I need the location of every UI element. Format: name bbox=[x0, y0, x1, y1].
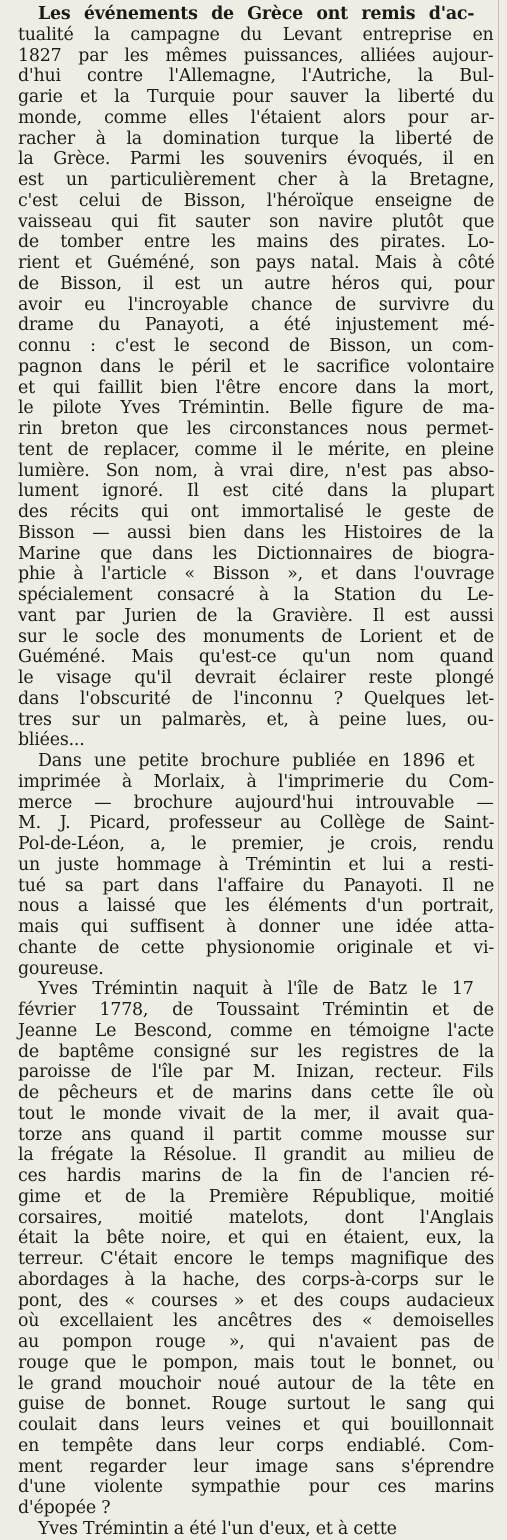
paragraph-4 bbox=[18, 1519, 494, 1540]
text-line: d'une violente sympathie pour ces marins bbox=[18, 1477, 495, 1498]
text-line: est un particulièrement cher à la Bretagne, bbox=[18, 170, 495, 190]
text-line: torze ans quand il partit comme mousse sur bbox=[18, 1124, 494, 1145]
text-line: de pêcheurs et de marins dans cette île où bbox=[18, 1083, 494, 1103]
text-line: un juste hommage à Trémintin et lui a resti- bbox=[18, 854, 494, 875]
text-line: c'est celui de Bisson, l'héroïque enseigne de bbox=[18, 190, 495, 211]
paragraph-1 bbox=[18, 4, 494, 751]
text-line: le visage qu'il devrait éclairer reste plongé bbox=[18, 668, 494, 688]
text-line: sur le socle des monuments de Lorient et de bbox=[18, 626, 495, 647]
text-line: avoir eu l'incroyable chance de survivre du bbox=[18, 294, 494, 315]
text-line: la Grèce. Parmi les souvenirs évoqués, il en bbox=[18, 149, 495, 170]
paragraph-2 bbox=[18, 751, 494, 979]
text-line: le grand mouchoir noué autour de la tête en bbox=[18, 1373, 495, 1394]
text-line: Bisson — aussi bien dans les Histoires de la bbox=[18, 522, 494, 543]
text-line: de baptême consigné sur les registres de la bbox=[18, 1041, 495, 1062]
text-line: Dans une petite brochure publiée en 1896 et bbox=[38, 751, 475, 771]
text-line: d'hui contre l'Allemagne, l'Autriche, la Bul- bbox=[18, 66, 494, 87]
text-line: la frégate la Résolue. Il grandit au milieu de bbox=[18, 1145, 494, 1166]
text-line: gime et de la Première République, moitié bbox=[18, 1186, 494, 1207]
text-line: rient et Guéméné, son pays natal. Mais à côté bbox=[18, 253, 495, 273]
text-line: le pilote Yves Trémintin. Belle figure de ma- bbox=[18, 398, 495, 419]
text-line: pont, des « courses » et des coups audacieux bbox=[18, 1290, 495, 1311]
text-line: de tomber entre les mains des pirates. Lo- bbox=[18, 232, 495, 253]
text-line: Yves Trémintin a été l'un d'eux, et à cette bbox=[38, 1518, 397, 1539]
text-line: lument ignoré. Il est cité dans la plupart bbox=[18, 481, 494, 502]
text-line: ment regarder leur image sans s'éprendre bbox=[18, 1456, 495, 1477]
text-line: abordages à la hache, des corps-à-corps sur le bbox=[18, 1269, 495, 1290]
text-line: Jeanne Le Bescond, comme en témoigne l'acte bbox=[18, 1020, 494, 1041]
text-line: terreur. C'était encore le temps magnifique des bbox=[18, 1249, 495, 1269]
text-line: coulait dans leurs veines et qui bouillonnait bbox=[18, 1415, 494, 1435]
text-line: tout le monde vivait de la mer, il avait qua- bbox=[18, 1103, 494, 1124]
text-line: et qui faillit bien l'être encore dans la mort, bbox=[18, 377, 495, 398]
text-line: dans l'obscurité de l'inconnu ? Quelques let- bbox=[18, 688, 495, 709]
text-line: tualité la campagne du Levant entreprise en bbox=[18, 24, 494, 45]
text-line: de Bisson, il est un autre héros qui, pour bbox=[18, 273, 495, 294]
text-line: merce — brochure aujourd'hui introuvable — bbox=[18, 792, 494, 813]
text-line: corsaires, moitié matelots, dont l'Anglais bbox=[18, 1207, 494, 1228]
text-line: drame du Panayoti, a été injustement mé- bbox=[18, 315, 495, 336]
text-line: était la bête noire, et qui en étaient, eux, la bbox=[18, 1228, 495, 1249]
text-line: ces hardis marins de la fin de l'ancien ré- bbox=[18, 1166, 495, 1186]
text-line: paroisse de l'île par M. Inizan, recteur. Fils bbox=[18, 1062, 494, 1083]
text-line: chante de cette physionomie originale et vi- bbox=[18, 937, 495, 958]
text-line: tent de replacer, comme il le mérite, en pleine bbox=[18, 439, 494, 460]
text-line: Les événements de Grèce ont remis d'ac- bbox=[38, 4, 475, 24]
text-line: vaisseau qui fit sauter son navire plutôt que bbox=[18, 211, 495, 232]
text-line: en tempête dans leur corps endiablé. Com- bbox=[18, 1435, 494, 1456]
text-line: Pol-de-Léon, a, le premier, je crois, rendu bbox=[18, 834, 494, 854]
text-line: rin breton que les circonstances nous permet- bbox=[18, 419, 494, 439]
text-line: tres sur un palmarès, et, à peine lues, ou- bbox=[18, 709, 494, 730]
text-line: phie à l'article « Bisson », et dans l'ouvrage bbox=[18, 564, 495, 585]
text-line: pagnon dans le péril et le sacrifice volontaire bbox=[18, 356, 495, 377]
text-line: monde, comme elles l'étaient alors pour ar- bbox=[18, 107, 495, 128]
text-line: Yves Trémintin naquit à l'île de Batz le 17 bbox=[38, 979, 474, 1000]
text-line: spécialement consacré à la Station du Le- bbox=[18, 585, 494, 605]
text-line: des récits qui ont immortalisé le geste de bbox=[18, 502, 494, 522]
text-line: imprimée à Morlaix, à l'imprimerie du Com- bbox=[18, 771, 494, 792]
text-line: racher à la domination turque la liberté de bbox=[18, 128, 494, 149]
article-column bbox=[18, 4, 494, 1540]
text-line: au pompon rouge », qui n'avaient pas de bbox=[18, 1332, 495, 1352]
text-line: mais qui suffisent à donner une idée atta- bbox=[18, 917, 495, 937]
text-line: d'épopée ? bbox=[18, 1498, 111, 1518]
text-line: vant par Jurien de la Gravière. Il est aussi bbox=[18, 605, 494, 626]
text-line: guise de bonnet. Rouge surtout le sang qui bbox=[18, 1394, 495, 1415]
text-line: rouge que le pompon, mais tout le bonnet, ou bbox=[18, 1352, 495, 1373]
text-line: Marine que dans les Dictionnaires de biogra- bbox=[18, 543, 495, 564]
column-rule bbox=[498, 0, 499, 1361]
text-line: Guéméné. Mais qu'est-ce qu'un nom quand bbox=[18, 647, 494, 668]
text-line: février 1778, de Toussaint Trémintin et de bbox=[18, 1000, 494, 1020]
text-line: où excellaient les ancêtres des « demoiselles bbox=[18, 1311, 494, 1332]
paragraph-3 bbox=[18, 979, 494, 1519]
text-line: tué sa part dans l'affaire du Panayoti. Il ne bbox=[18, 875, 495, 896]
text-line: goureuse. bbox=[18, 958, 104, 979]
text-line: garie et la Turquie pour sauver la liberté du bbox=[18, 87, 494, 107]
text-line: M. J. Picard, professeur au Collège de Saint- bbox=[18, 813, 495, 834]
text-line: connu : c'est le second de Bisson, un com- bbox=[18, 336, 494, 356]
text-line: lumière. Son nom, à vrai dire, n'est pas abso- bbox=[18, 460, 495, 481]
text-line: 1827 par les mêmes puissances, alliées aujour- bbox=[18, 45, 494, 66]
text-line: bliées... bbox=[18, 730, 85, 751]
text-line: nous a laissé que les éléments d'un portrait, bbox=[18, 896, 494, 917]
